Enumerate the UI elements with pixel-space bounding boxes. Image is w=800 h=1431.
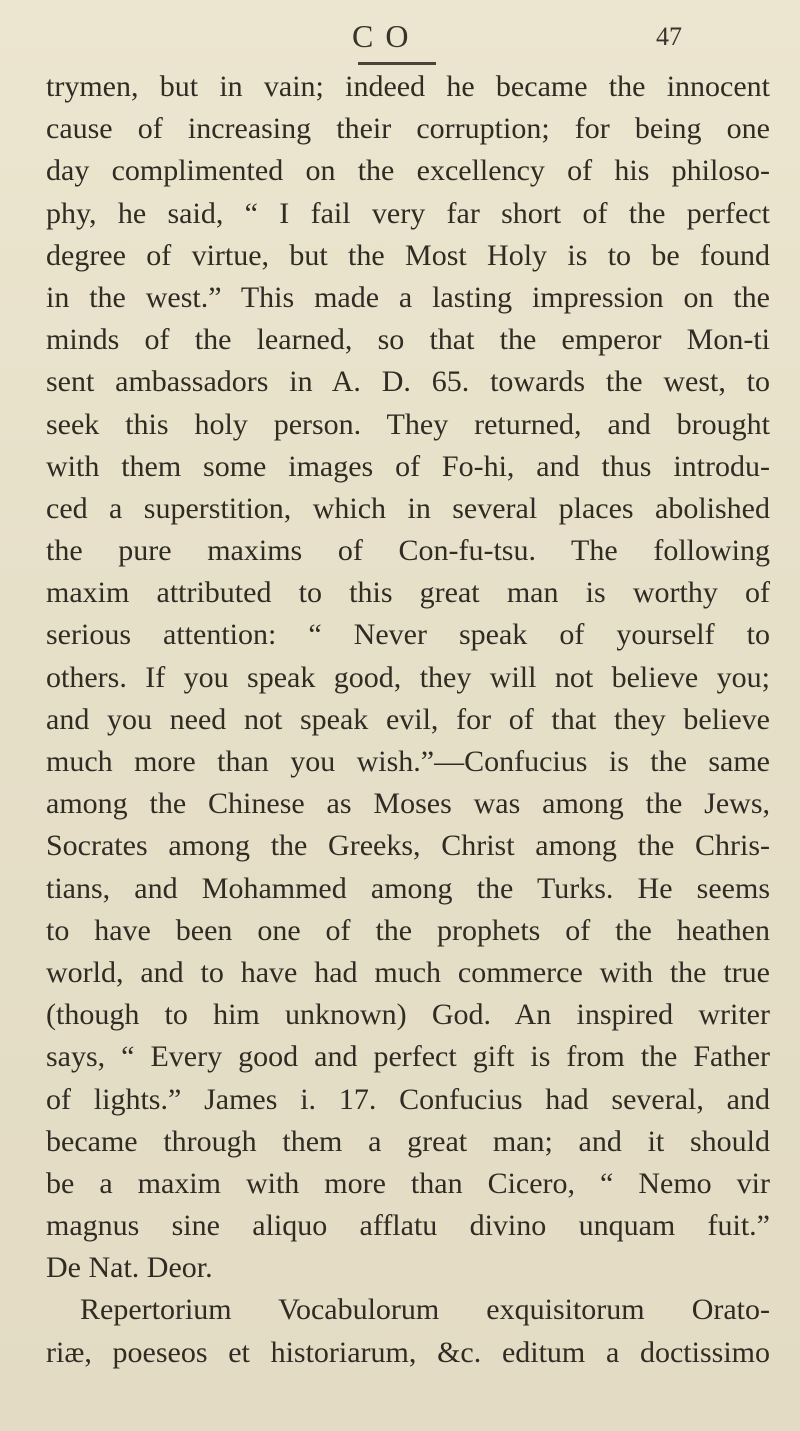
text-line: trymen, but in vain; indeed he became the innocent — [46, 70, 770, 103]
text-line: sent ambassadors in A. D. 65. towards the west, to — [46, 365, 770, 399]
text-line: day complimented on the excellency of his philoso- — [46, 154, 770, 188]
text-line: phy, he said, “ I fail very far short of the perfect — [46, 196, 770, 230]
text-line: to have been one of the prophets of the heathen — [46, 913, 770, 947]
text-line: cause of increasing their corruption; for being one — [46, 112, 770, 146]
text-line: much more than you wish.”—Confucius is the same — [46, 745, 770, 778]
text-line: with them some images of Fo-hi, and thus introdu- — [46, 449, 770, 483]
text-line: says, “ Every good and perfect gift is from the Father — [46, 1040, 770, 1074]
text-line: degree of virtue, but the Most Holy is to be found — [46, 238, 770, 272]
text-line: of lights.” James i. 17. Confucius had several, and — [46, 1082, 770, 1116]
text-line: in the west.” This made a lasting impression on the — [46, 280, 770, 314]
text-line: Repertorium Vocabulorum exquisitorum Orato- — [80, 1293, 770, 1327]
text-line: be a maxim with more than Cicero, “ Nemo vir — [46, 1166, 770, 1200]
text-line: (though to him unknown) God. An inspired writer — [46, 998, 770, 1032]
text-line: serious attention: “ Never speak of yourself to — [46, 618, 770, 652]
text-line: Socrates among the Greeks, Christ among the Chris- — [46, 829, 770, 863]
text-line: tians, and Mohammed among the Turks. He seems — [46, 871, 770, 905]
page-number: 47 — [656, 22, 682, 51]
text-line: minds of the learned, so that the emperor Mon-ti — [46, 323, 770, 357]
body-text — [46, 66, 770, 1374]
running-head: C O — [352, 18, 411, 54]
text-line: others. If you speak good, they will not believe you; — [46, 660, 770, 694]
text-line: and you need not speak evil, for of that they believe — [46, 702, 770, 736]
text-line: riæ, poeseos et historiarum, &c. editum a doctissimo — [46, 1335, 770, 1369]
text-line: seek this holy person. They returned, and brought — [46, 407, 770, 441]
header-rule — [358, 62, 436, 65]
text-line: world, and to have had much commerce with the true — [46, 955, 770, 989]
text-line: among the Chinese as Moses was among the Jews, — [46, 787, 770, 821]
text-line: the pure maxims of Con-fu-tsu. The following — [46, 534, 770, 568]
text-line: De Nat. Deor. — [46, 1251, 213, 1285]
text-line: ced a superstition, which in several places abolished — [46, 491, 770, 525]
text-line: maxim attributed to this great man is worthy of — [46, 576, 770, 610]
text-line: magnus sine aliquo afflatu divino unquam fuit.” — [46, 1209, 770, 1243]
text-line: became through them a great man; and it should — [46, 1124, 770, 1158]
